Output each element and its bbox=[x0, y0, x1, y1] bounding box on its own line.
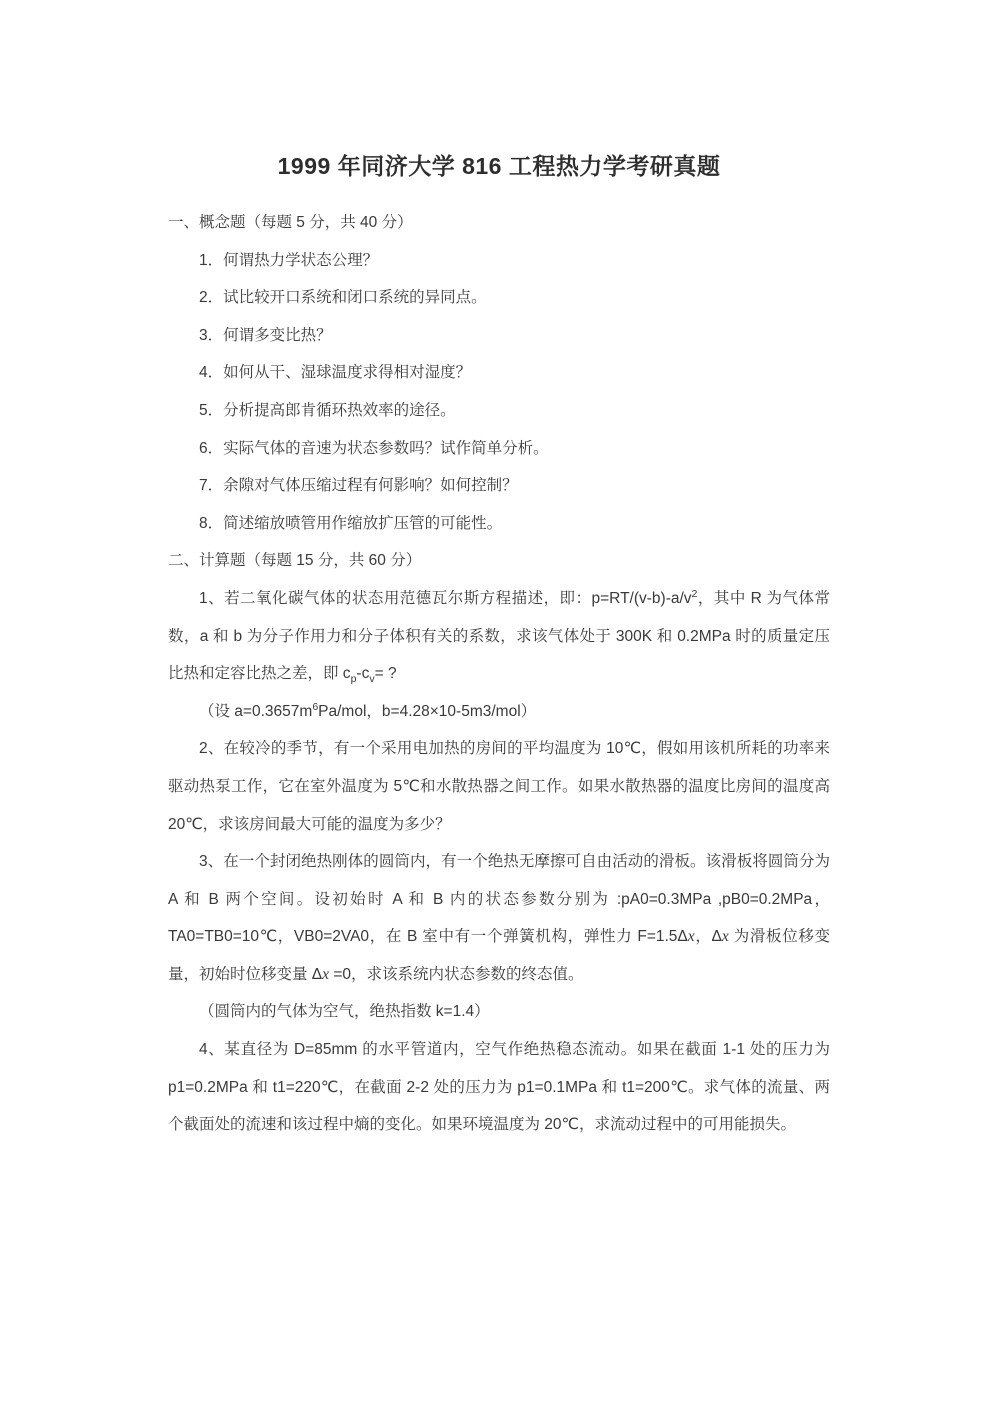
calc-problem-3-note: （圆筒内的气体为空气，绝热指数 k=1.4） bbox=[199, 1003, 490, 1021]
calc-problem-2: 2、在较冷的季节，有一个采用电加热的房间的平均温度为 10℃，假如用该机所耗的功率来驱动热泵工作，它在室外温度为 5℃和水散热器之间工作。如果水散热器的温度比房间的温度高 20℃，求该房间最大可能的温度为多少？ bbox=[168, 740, 830, 833]
section2-header: 二、计算题（每题 15 分，共 60 分） bbox=[168, 552, 422, 570]
concept-question-1: 1．何谓热力学状态公理？ bbox=[199, 251, 379, 269]
calc-problem-4: 4、某直径为 D=85mm 的水平管道内，空气作绝热稳态流动。如果在截面 1-1 处的压力为 p1=0.2MPa 和 t1=220℃，在截面 2-2 处的压力为 p1=0.1MPa 和 t1=200℃。求气体的流量、两个截面处的流速和该过程中熵的变化。如果环境温度为 20℃，求流动过程中的可用能损失。 bbox=[168, 1041, 830, 1134]
document-body bbox=[168, 204, 830, 1144]
concept-question-3: 3．何谓多变比热？ bbox=[199, 326, 332, 344]
concept-question-6: 6．实际气体的音速为状态参数吗？试作简单分析。 bbox=[199, 439, 549, 457]
calc-problem-3: 3、在一个封闭绝热刚体的圆筒内，有一个绝热无摩擦可自由活动的滑板。该滑板将圆筒分为 A 和 B 两个空间。设初始时 A 和 B 内的状态参数分别为 :pA0=0.3MPa ,pB0=0.2MPa，TA0=TB0=10℃，VB0=2VA0，在 B 室中有一个弹簧机构，弹性力 F=1.5Δx，Δx 为滑板位移变量，初始时位移变量 Δx =0，求该系统内状态参数的终态值。 bbox=[168, 853, 831, 983]
calc-problem-1: 1、若二氧化碳气体的状态用范德瓦尔斯方程描述，即：$p=RT/(v-b)-a/v^2$，其中 R 为气体常数，a 和 b 为分子作用力和分子体积有关的系数，求该气体处于 300K 和 0.2MPa 时的质量定压比热和定容比热之差，即 $c_p-c_v=$ ? bbox=[168, 587, 830, 686]
section1-header: 一、概念题（每题 5 分，共 40 分） bbox=[168, 214, 413, 231]
concept-question-5: 5．分析提高郎肯循环热效率的途径。 bbox=[199, 401, 456, 419]
document-title: 1999 年同济大学 816 工程热力学考研真题 bbox=[277, 153, 721, 179]
concept-question-2: 2．试比较开口系统和闭口系统的异同点。 bbox=[199, 289, 487, 307]
concept-question-7: 7．余隙对气体压缩过程有何影响？如何控制？ bbox=[199, 477, 518, 495]
concept-question-4: 4．如何从干、湿球温度求得相对湿度？ bbox=[199, 364, 472, 382]
calc-problem-1-note: （设 $a=0.3657m^6Pa$/mol，b=4.28×10-5m3/mol） bbox=[199, 700, 537, 720]
concept-question-8: 8．简述缩放喷管用作缩放扩压管的可能性。 bbox=[199, 514, 503, 532]
document-content bbox=[168, 0, 830, 1144]
